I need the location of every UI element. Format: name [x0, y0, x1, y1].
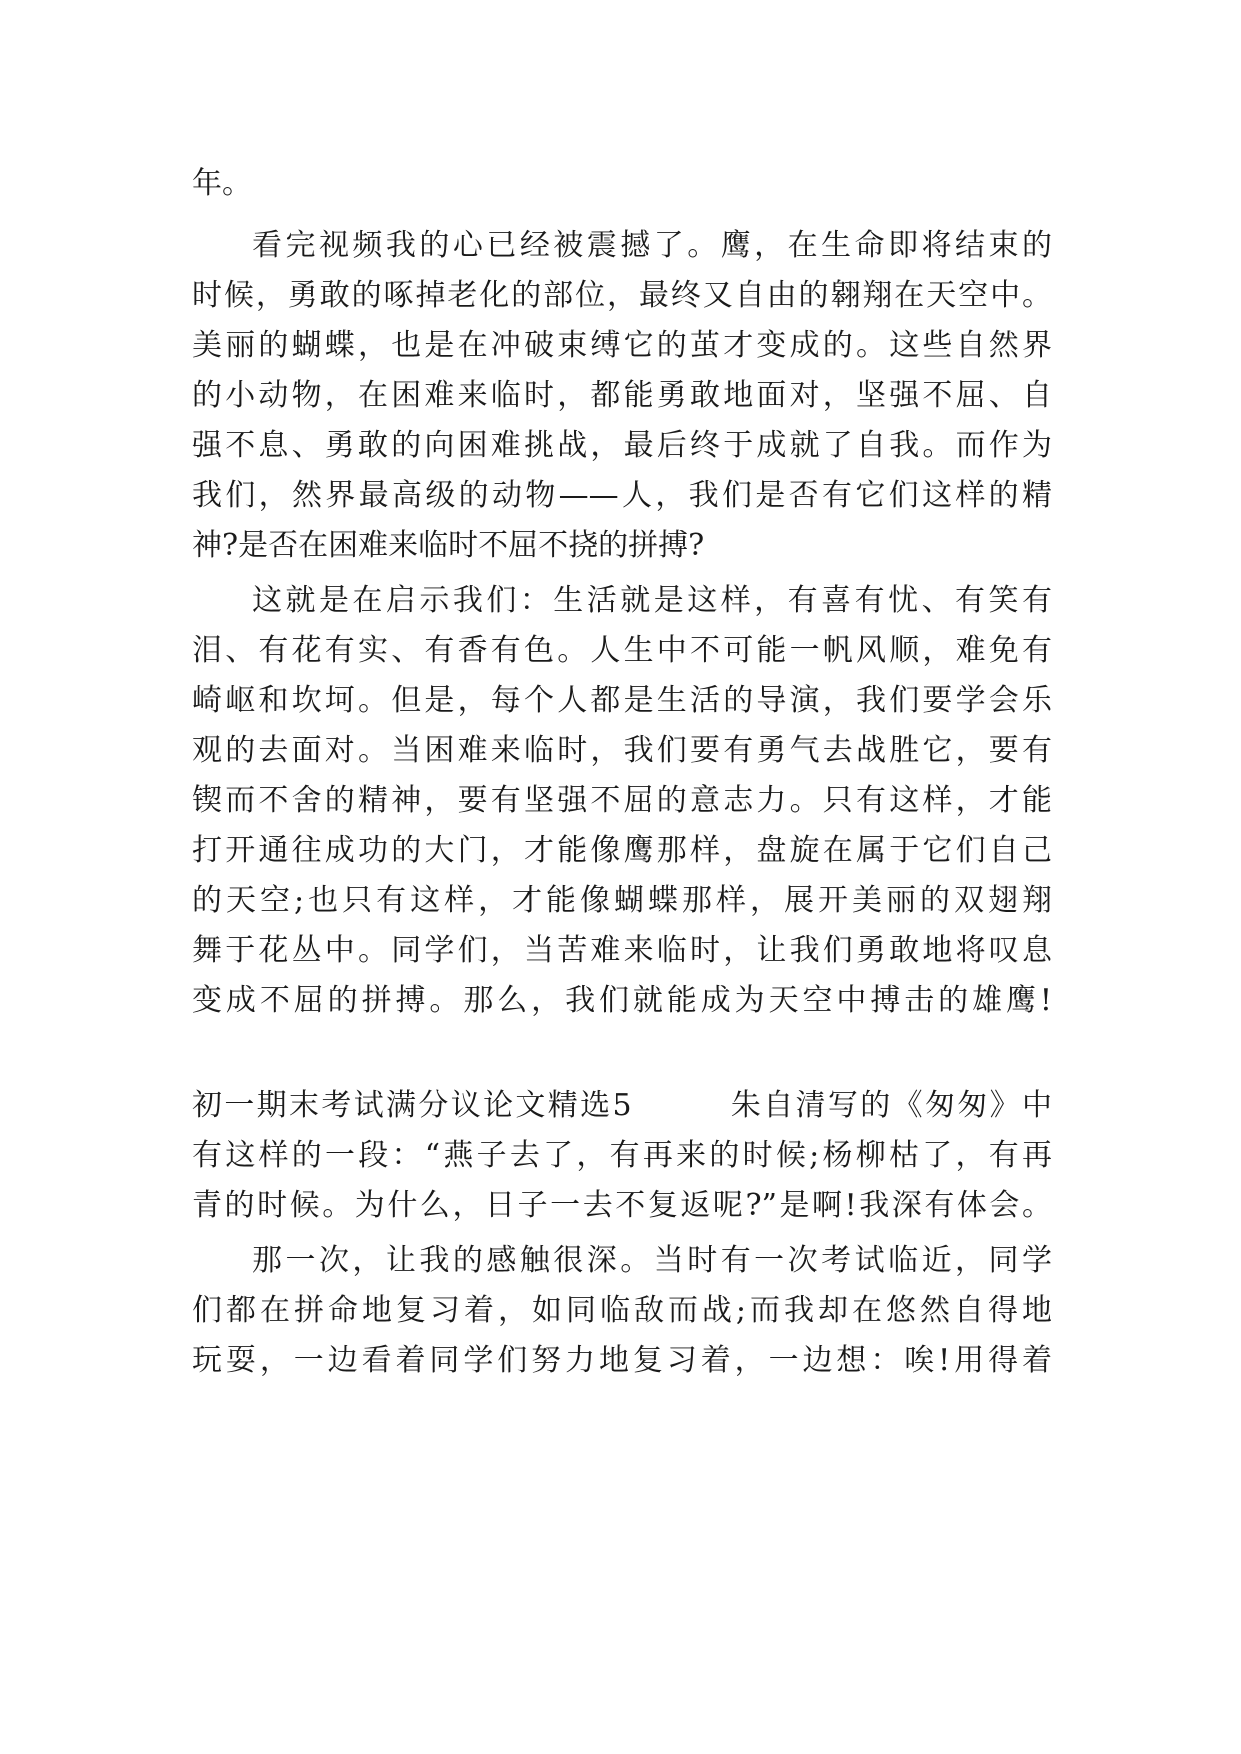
- paragraph-first-line: 看完视频我的心已经被震撼了。鹰，在生命即将结束的: [252, 228, 1052, 263]
- text-line: 强不息、勇敢的向困难挑战，最后终于成就了自我。而作为: [192, 428, 1052, 463]
- text-line: 的小动物，在困难来临时，都能勇敢地面对，坚强不屈、自: [192, 378, 1052, 413]
- section-title-line: 初一期末考试满分议论文精选5 朱自清写的《匆匆》中: [192, 1088, 1052, 1123]
- text-line: 们都在拼命地复习着，如同临敌而战;而我却在悠然自得地: [192, 1293, 1052, 1328]
- text-line: 观的去面对。当困难来临时，我们要有勇气去战胜它，要有: [192, 733, 1052, 768]
- text-line: 年。: [192, 166, 252, 201]
- text-line: 崎岖和坎坷。但是，每个人都是生活的导演，我们要学会乐: [192, 683, 1052, 718]
- text-line: 锲而不舍的精神，要有坚强不屈的意志力。只有这样，才能: [192, 783, 1052, 818]
- text-line: 神?是否在困难来临时不屈不挠的拼搏?: [192, 528, 705, 563]
- text-line: 青的时候。为什么，日子一去不复返呢?”是啊!我深有体会。: [192, 1188, 1052, 1223]
- text-line: 变成不屈的拼搏。那么，我们就能成为天空中搏击的雄鹰!: [192, 983, 1052, 1018]
- text-line: 的天空;也只有这样，才能像蝴蝶那样，展开美丽的双翅翔: [192, 883, 1052, 918]
- text-line: 打开通往成功的大门，才能像鹰那样，盘旋在属于它们自己: [192, 833, 1052, 868]
- text-line: 美丽的蝴蝶，也是在冲破束缚它的茧才变成的。这些自然界: [192, 328, 1052, 363]
- paragraph-first-line: 那一次，让我的感触很深。当时有一次考试临近，同学: [252, 1243, 1052, 1278]
- paragraph-first-line: 这就是在启示我们：生活就是这样，有喜有忧、有笑有: [252, 583, 1052, 618]
- text-line: 有这样的一段：“燕子去了，有再来的时候;杨柳枯了，有再: [192, 1138, 1052, 1173]
- text-line: 玩耍，一边看着同学们努力地复习着，一边想：唉!用得着: [192, 1343, 1052, 1378]
- text-line: 时候，勇敢的啄掉老化的部位，最终又自由的翱翔在天空中。: [192, 278, 1052, 313]
- text-line: 舞于花丛中。同学们，当苦难来临时，让我们勇敢地将叹息: [192, 933, 1052, 968]
- text-line: 泪、有花有实、有香有色。人生中不可能一帆风顺，难免有: [192, 633, 1052, 668]
- text-line: 我们，然界最高级的动物——人，我们是否有它们这样的精: [192, 478, 1052, 513]
